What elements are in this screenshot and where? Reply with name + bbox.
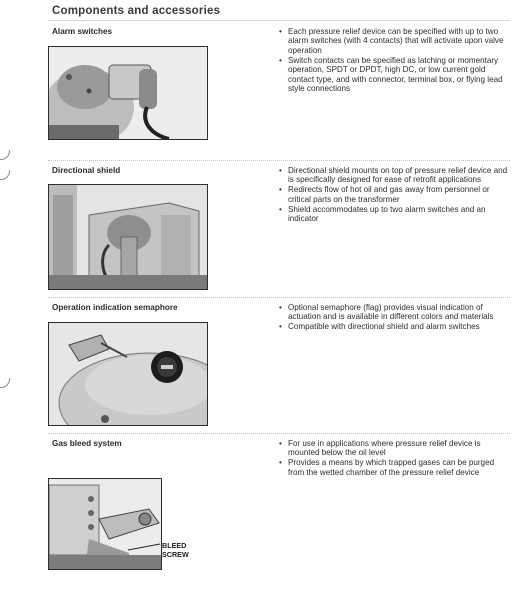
alarm-switches-photo	[48, 46, 208, 140]
binder-hole-mark	[0, 150, 10, 160]
list-item: • Redirects flow of hot oil and gas away from personnel or critical parts on the transformer	[278, 185, 510, 204]
list-item: • Compatible with directional shield and alarm switches	[278, 322, 510, 331]
title-divider	[48, 20, 510, 21]
page-title: Components and accessories	[52, 5, 221, 17]
callout-leader-line	[128, 538, 162, 552]
section-divider	[48, 297, 510, 298]
section-divider	[48, 160, 510, 161]
list-item: • For use in applications where pressure relief device is mounted below the oil level	[278, 439, 510, 458]
section-title-alarm-switches: Alarm switches	[52, 27, 113, 36]
list-item: • Switch contacts can be specified as latching or momentary operation, SPDT or DPDT, high DC, or low current gold contact type, and with connector, terminal box, or flying lead style connections	[278, 56, 510, 94]
binder-hole-mark	[0, 170, 10, 180]
gas-bleed-bullets	[278, 439, 510, 478]
callout-line: BLEED	[162, 541, 187, 550]
callout-line: SCREW	[162, 549, 189, 559]
section-title-directional-shield: Directional shield	[52, 166, 121, 175]
directional-shield-photo	[48, 184, 208, 290]
gas-bleed-photo	[48, 478, 162, 570]
list-item: • Optional semaphore (flag) provides visual indication of actuation and is available in different colors and materials	[278, 303, 510, 322]
list-item: • Directional shield mounts on top of pressure relief device and is specifically designed for ease of retrofit applications	[278, 166, 510, 185]
list-item: • Shield accommodates up to two alarm switches and an indicator	[278, 205, 510, 224]
section-title-gas-bleed-system: Gas bleed system	[52, 439, 122, 448]
section-divider	[48, 433, 510, 434]
alarm-switches-bullets	[278, 27, 510, 94]
directional-shield-bullets	[278, 166, 510, 224]
list-item: • Provides a means by which trapped gases can be purged from the wetted chamber of the pressure relief device	[278, 458, 510, 477]
bleed-screw-callout	[162, 542, 189, 559]
semaphore-bullets	[278, 303, 510, 332]
list-item: • Each pressure relief device can be specified with up to two alarm switches (with 4 contacts) that will activate upon valve operation	[278, 27, 510, 55]
binder-hole-mark	[0, 378, 10, 388]
section-title-semaphore: Operation indication semaphore	[52, 303, 178, 312]
semaphore-photo	[48, 322, 208, 426]
